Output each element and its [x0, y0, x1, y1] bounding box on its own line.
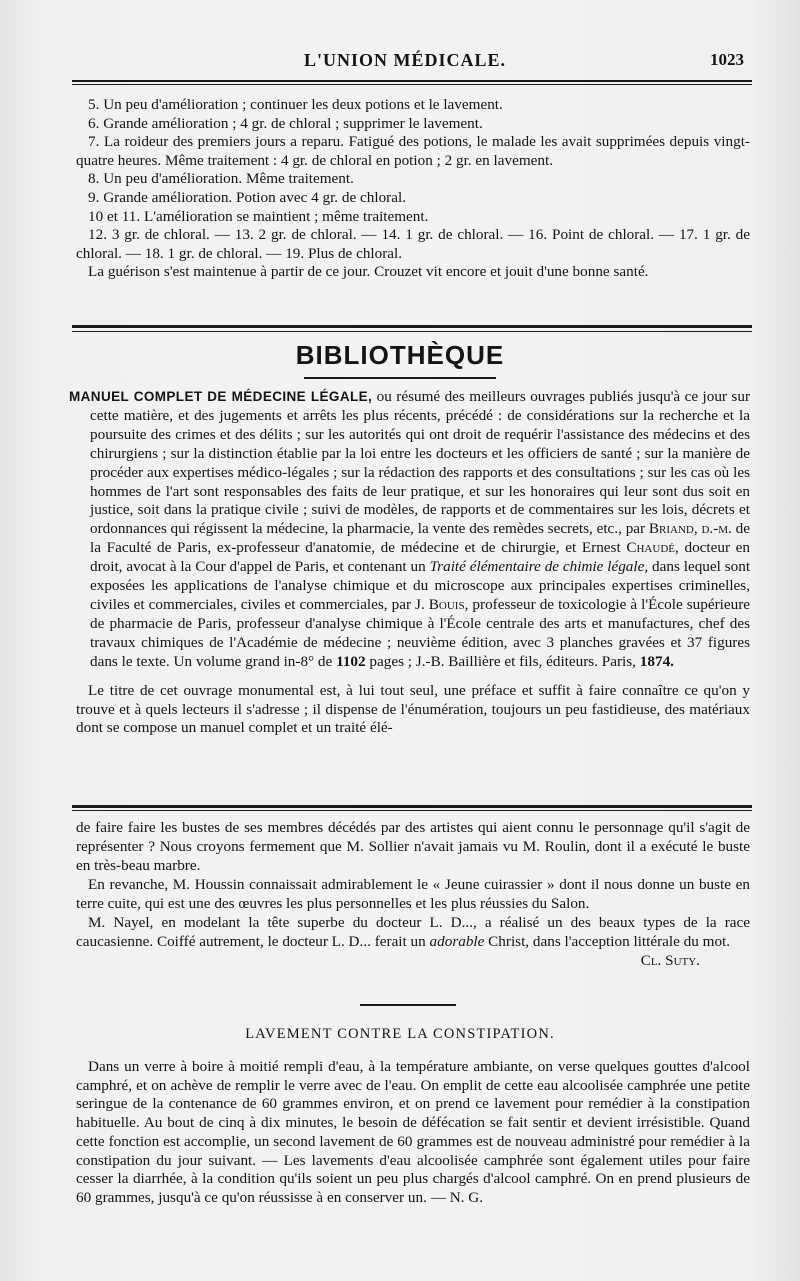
note-day-7: 7. La roideur des premiers jours a reparu. Fatigué des potions, le malade les avait supprimées depuis vingt-quatre heures. Même traitement : 4 gr. de chloral en potion ; 2 gr. en lavement.: [76, 133, 750, 169]
italic-word: adorable: [429, 933, 485, 950]
lavement-body: Dans un verre à boire à moitié rempli d'eau, à la température ambiante, on verse quelques gouttes d'alcool camphré, et on achève de remplir le verre avec de l'eau. On emplit de cette eau alcoolisée camphrée une petite seringue de la contenance de 60 grammes environ, et on prend ce lavement pour remédier à la constipation habituelle. Au bout de cinq à dix minutes, le besoin de défécation se fait sentir et devient irrésistible. Quand cette fonction est accomplie, un second lavement de 60 grammes est de nouveau administré pour remédier à la constipation du jour suivant. — Les lavements d'eau alcoolisée camphrée sont également utiles pour faire cesser la diarrhée, à la condition qu'ils soient un peu plus chargés d'alcool camphré. On en prend plusieurs de 60 grammes, jusqu'à ce qu'on réussisse à en conserver un.: [76, 1058, 750, 1206]
lavement-article: [76, 1058, 750, 1208]
salon-paragraph-3b: Christ, dans l'acception littérale du mot.: [488, 933, 731, 950]
book-description-2: de la Faculté de Paris, ex-professeur d'anatomie, de médecine et de chirurgie, et Ernest: [90, 520, 751, 557]
note-day-6: 6. Grande amélioration ; 4 gr. de chloral ; supprimer le lavement.: [88, 114, 483, 132]
review-paragraph: Le titre de cet ouvrage monumental est, à lui tout seul, une préface et suffit à faire connaître ce qu'on y trouve et à quels lecteurs il s'adresse ; il dispense de l'énumération, toujours un peu fastidieuse, des matériaux dont se compose un manuel complet et un traité élé-: [76, 681, 750, 737]
lavement-paragraph: [76, 1058, 750, 1208]
running-header: [60, 50, 750, 74]
author-chaude: Chaudé,: [626, 539, 679, 557]
author-bouis: Bouis,: [428, 595, 469, 613]
book-description-5: professeur de toxicologie à l'École supérieure de pharmacie de Paris, professeur d'analyse chimique à l'École centrale des arts et manufactures, chef des travaux chimiques de l'Académie de médecine ; neuvième édition, avec 3 planches gravées et 37 figures dans le texte. Un volume grand in-8° de: [90, 595, 750, 670]
salon-paragraph-3: [76, 913, 750, 951]
book-description: ou résumé des meilleurs ouvrages publiés jusqu'à ce jour sur cette matière, et des jugements et arrêts les plus récents, précédé : de considérations sur la recherche et la poursuite des crimes et des délits ; sur les autorités qui ont droit de requérir l'assistance des médecins et des chirurgiens ; sur la distinction établie par la loi entre les docteurs et les officiers de santé ; sur la manière de procéder aux expertises médico-légales ; sur la rédaction des rapports et des consultations ; sur les cas où les hommes de l'art sont responsables des faits de leur pratique, et sur les honoraires qui leur sont dus soit en justice, soit dans la pratique civile ; suivi de modèles, de rapports et de commentaires sur les lois, décrets et ordonnances qui régissent la médecine, la pharmacie, la vente des remèdes secrets, etc., par: [90, 388, 750, 538]
recovery-note: La guérison s'est maintenue à partir de ce jour. Crouzet vit encore et jouit d'une bonne santé.: [88, 263, 649, 281]
section-rule-thin: [72, 331, 752, 332]
book-review: [69, 388, 751, 738]
book-title: MANUEL COMPLET DE MÉDECINE LÉGALE,: [69, 389, 373, 404]
publication-year: 1874.: [639, 652, 674, 670]
section-rule-mid-thin: [72, 810, 752, 811]
lavement-signature: — N. G.: [430, 1188, 484, 1206]
book-description-3: docteur en droit, avocat à la Cour d'appel de Paris, et contenant un: [90, 539, 751, 576]
header-rule: [72, 80, 752, 85]
section-rule-top: [72, 325, 752, 328]
author-signature: Cl. Suty.: [640, 952, 700, 969]
book-description-4: dans lequel sont exposées les applications de l'analyse chimique et du microscope aux principales expertises criminelles, civiles et commerciales, civiles et commerciales, par J.: [90, 558, 751, 613]
separator-rule: [360, 1004, 456, 1006]
note-day-8: 8. Un peu d'amélioration. Même traitement.: [88, 170, 354, 188]
case-notes: [76, 96, 750, 282]
author-briand: Briand, d.-m.: [648, 520, 732, 538]
journal-title: L'UNION MÉDICALE.: [303, 50, 507, 70]
section-rule-mid: [72, 805, 752, 808]
page-number: 1023: [710, 50, 744, 69]
salon-paragraph-3a: M. Nayel, en modelant la tête superbe du docteur L. D..., a réalisé un des beaux types de la race caucasienne. Coiffé autrement, le docteur L. D... ferait un: [76, 914, 750, 950]
treatise-title: Traité élémentaire de chimie légale,: [429, 558, 649, 576]
note-day-10-11: 10 et 11. L'amélioration se maintient ; même traitement.: [88, 207, 429, 225]
article-title: LAVEMENT CONTRE LA CONSTIPATION.: [245, 1026, 555, 1042]
note-day-12-19: 12. 3 gr. de chloral. — 13. 2 gr. de chloral. — 14. 1 gr. de chloral. — 16. Point de chloral. — 17. 1 gr. de chloral. — 18. 1 gr. de chloral. — 19. Plus de chloral.: [76, 226, 750, 262]
book-entry: [69, 388, 751, 672]
note-day-5: 5. Un peu d'amélioration ; continuer les deux potions et le lavement.: [88, 96, 503, 113]
section-heading-bibliotheque: BIBLIOTHÈQUE: [295, 340, 505, 370]
salon-paragraph-2: En revanche, M. Houssin connaissait admirablement le « Jeune cuirassier » dont il nous donne un buste en terre cuite, qui est une des œuvres les plus personnelles et les plus réussies du Salon.: [76, 876, 750, 912]
salon-paragraph-1: de faire faire les bustes de ses membres décédés par des artistes qui aient connu le personnage qu'il s'agit de représenter ? Nous croyons fermement que M. Sollier n'avait jamais vu M. Roulin, dont il a exécuté le buste en très-beau marbre.: [76, 819, 750, 874]
signature-row: [76, 951, 750, 970]
heading-underline: [304, 377, 496, 379]
salon-article: [76, 818, 750, 970]
publisher: pages ; J.-B. Baillière et fils, éditeurs. Paris,: [369, 652, 636, 670]
page-count: 1102: [336, 652, 366, 670]
note-day-9: 9. Grande amélioration. Potion avec 4 gr. de chloral.: [88, 188, 406, 206]
